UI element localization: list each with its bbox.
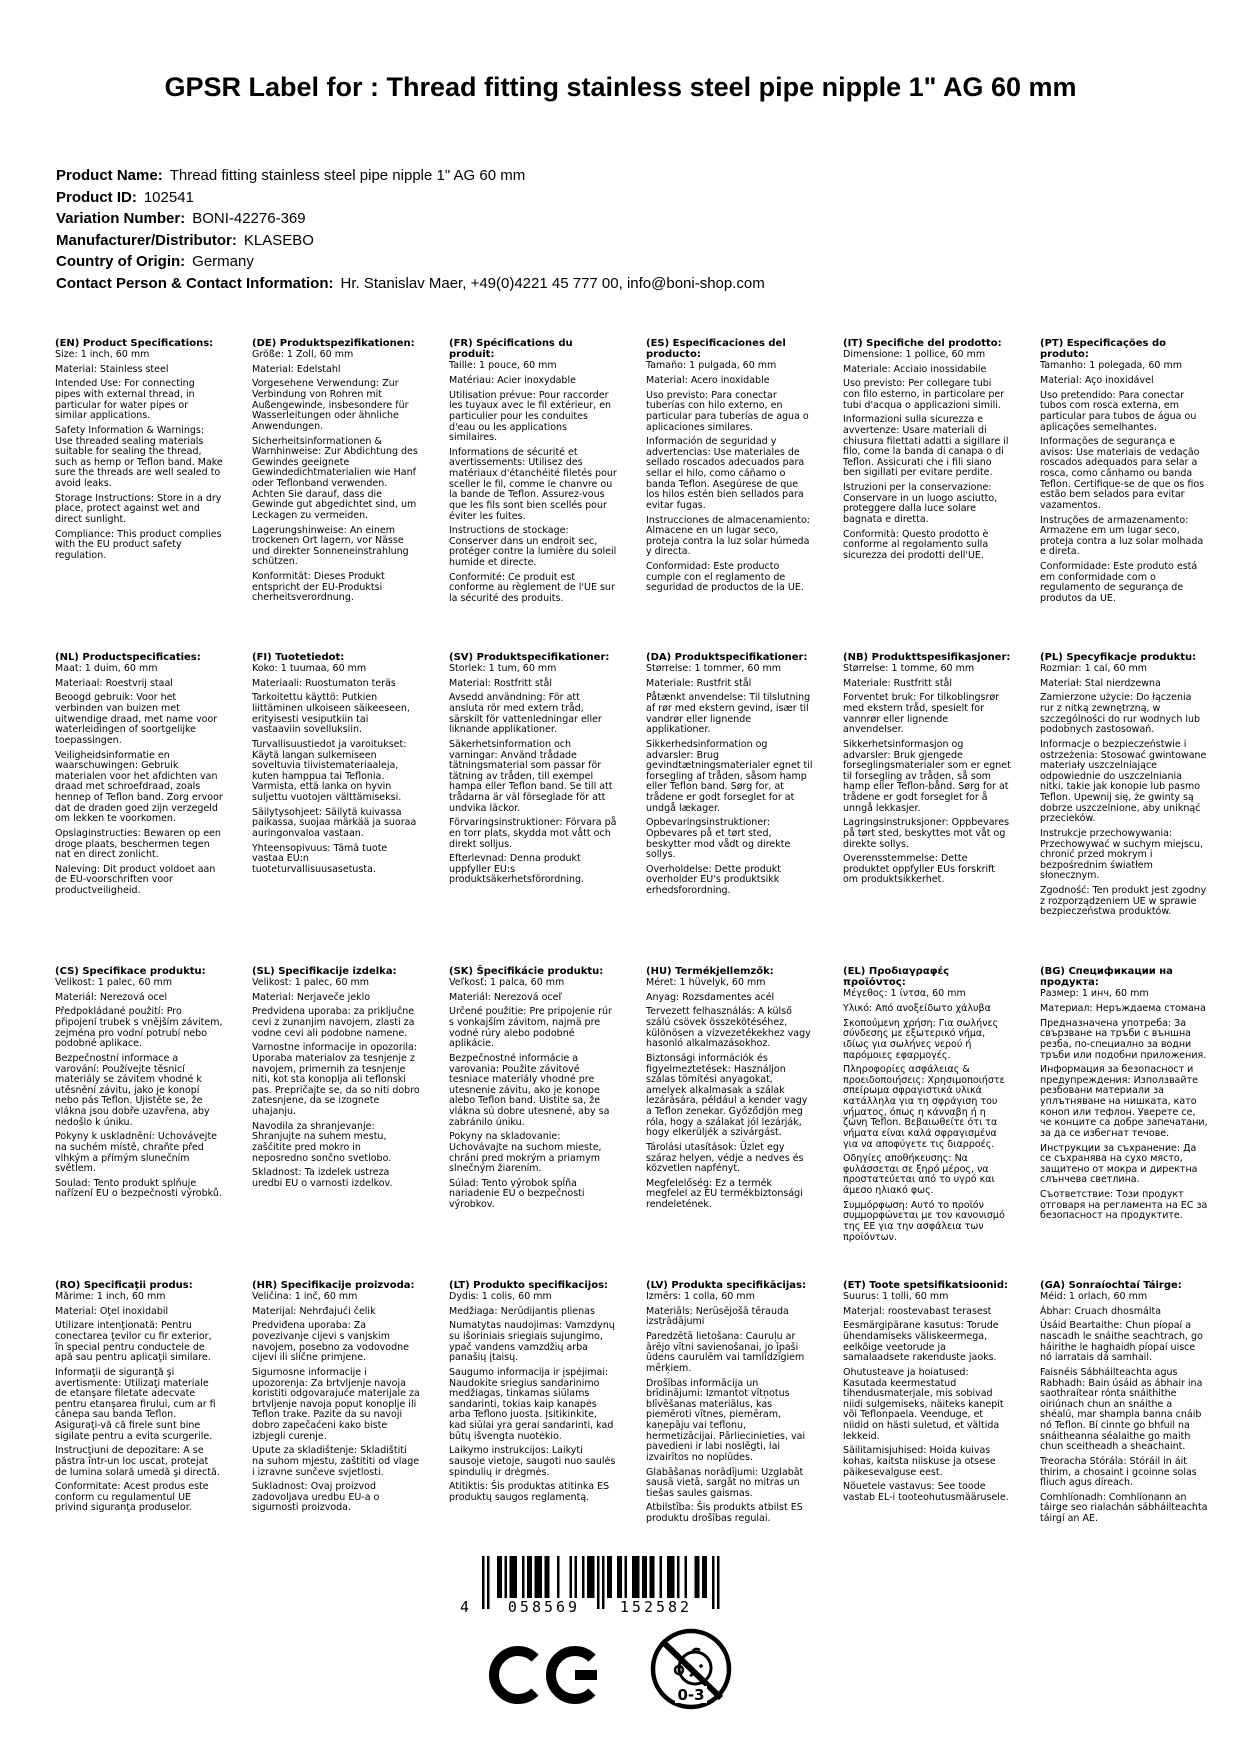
spec-paragraph: Nõuetele vastavus: See toode vastab EL-i tooteohutusmäärusele. xyxy=(843,1481,1009,1503)
spec-paragraph: Pokyny k uskladnění: Uchovávejte na suchém místě, chraňte před vlhkým a přímým slunečním světlem. xyxy=(55,1131,218,1175)
spec-sk xyxy=(449,966,617,1280)
manufacturer-row xyxy=(56,230,1201,252)
spec-paragraph: Anyag: Rozsdamentes acél xyxy=(646,991,775,1003)
spec-paragraph: Ohutusteave ja hoiatused: Kasutada keermestatud tihendusmaterjale, mis sobivad niidi sulgemiseks, näiteks kanepit või Teflonpaela. Veenduge, et niidid on hästi suletud, et vältida lekkeid. xyxy=(843,1366,1004,1442)
spec-paragraph: Οδηγίες αποθήκευσης: Να φυλάσσεται σε ξηρό μέρος, να προστατεύεται από το υγρό και άμεσο ηλιακό φως. xyxy=(843,1153,995,1196)
spec-paragraph: Tamaño: 1 pulgada, 60 mm xyxy=(646,360,777,372)
spec-paragraph: Informaţii de siguranţă şi avertismente: Utilizaţi materiale de etanşare filetate adecvate pentru etanşarea firului, cum ar fi cânepa sau banda Teflon. Asiguraţi-vă că firele sunt bine sigilate pentru a evita scurgerile. xyxy=(55,1366,216,1442)
spec-paragraph: Tarkoitettu käyttö: Putkien liittäminen ulkoiseen säikeeseen, erityisesti vesiputkiin tai vastaaviin sovelluksiin. xyxy=(252,692,410,736)
contact-row xyxy=(56,273,1201,295)
spec-fi xyxy=(252,652,420,966)
spec-paragraph: Súlad: Tento výrobok spĺňa nariadenie EÚ o bezpečnosti výrobkov. xyxy=(449,1177,585,1211)
spec-paragraph: Storage Instructions: Store in a dry place, protect against wet and direct sunlight. xyxy=(55,492,222,525)
spec-paragraph: Pokyny na skladovanie: Uchovávajte na suchom mieste, chráni pred mokrým a priamym slnečným žiarením. xyxy=(449,1131,602,1175)
spec-paragraph: Rozmiar: 1 cal, 60 mm xyxy=(1040,663,1148,675)
spec-paragraph: Předpokládané použití: Pro připojení trubek s vnějším závitem, zejména pro vodní potrubí nebo podobné aplikace. xyxy=(55,1006,223,1050)
spec-paragraph: Zgodność: Ten produkt jest zgodny z rozporządzeniem UE w sprawie bezpieczeństwa produktów. xyxy=(1040,885,1207,918)
field-value: 102541 xyxy=(143,188,194,206)
page-title: GPSR Label for : Thread fitting stainless steel pipe nipple 1" AG 60 mm xyxy=(164,72,1077,103)
spec-paragraph: Veľkosť: 1 palca, 60 mm xyxy=(449,977,565,989)
spec-paragraph: Materiale: Acciaio inossidabile xyxy=(843,363,987,375)
spec-ro xyxy=(55,1280,223,1594)
country-of-origin-row xyxy=(56,251,1201,273)
spec-paragraph: Sukladnost: Ovaj proizvod zadovoljava uredbu EU-a o sigurnosti proizvoda. xyxy=(252,1481,380,1514)
spec-header: (IT) Specifiche del prodotto: xyxy=(843,338,1002,349)
spec-paragraph: Lagerungshinweise: An einem trockenen Ort lagern, vor Nässe und direkter Sonneneinstrahlung schützen. xyxy=(252,524,409,568)
spec-header: (DE) Produktspezifikationen: xyxy=(252,338,415,349)
spec-paragraph: Atitiktis: Šis produktas atitinka ES produktų saugos reglamentą. xyxy=(449,1481,610,1503)
spec-paragraph: Conformità: Questo prodotto è conforme al regolamento sulla sicurezza dei prodotti dell'UE. xyxy=(843,528,989,561)
spec-paragraph: Informacje o bezpieczeństwie i ostrzeżenia: Stosować gwintowane materiały uszczelniające odpowiednie do uszczelniania nitki, takie jak konopie lub pasmo Teflon. Upewnij się, że gwinty są dobrze uszczelnione, aby uniknąć przecieków. xyxy=(1040,738,1207,825)
spec-paragraph: Biztonsági információk és figyelmeztetések: Használjon szálas tömítési anyagokat, amelyek alkalmasak a szálak lezárására, például a kender vagy a Teflon zenekar. Győződjön meg róla, hogy a szálakat jól lezárják, hogy elkerüljék a szivárgást. xyxy=(646,1052,808,1139)
spec-paragraph: Comhlíonadh: Comhlíonann an táirge seo rialachán sábháilteachta táirgí an AE. xyxy=(1040,1491,1208,1525)
spec-paragraph: Uso previsto: Para conectar tuberías con hilo externo, en particular para tuberías de agua o aplicaciones similares. xyxy=(646,389,809,433)
spec-paragraph: Instrucţiuni de depozitare: A se păstra într-un loc uscat, protejat de lumina solară umedă şi directă. xyxy=(55,1445,220,1478)
spec-paragraph: Material: Acero inoxidable xyxy=(646,375,770,386)
variation-number-row xyxy=(56,208,1201,230)
spec-header: (FR) Spécifications du produit: xyxy=(449,338,573,361)
spec-pl xyxy=(1040,652,1208,966)
spec-header: (BG) Спецификации на продукта: xyxy=(1040,966,1173,989)
spec-paragraph: Veiligheidsinformatie en waarschuwingen: Gebruik materialen voor het afdichten van draad met schroefdraad, zoals hennep of Teflon band. Zorg ervoor dat de draden goed zijn verzegeld om lekken te voorkomen. xyxy=(55,749,223,825)
spec-paragraph: Størrelse: 1 tommer, 60 mm xyxy=(646,663,782,675)
field-value: BONI-42276-369 xyxy=(192,210,306,227)
spec-paragraph: Numatytas naudojimas: Vamzdynų su išoriniais sriegiais sujungimo, ypač vandens vamzdžių arba panašių įtaisų. xyxy=(449,1320,615,1364)
spec-en xyxy=(55,338,223,652)
spec-paragraph: Инструкции за съхранение: Да се съхранява на сухо място, защитено от мокра и директна слънчева светлина. xyxy=(1040,1142,1198,1186)
spec-paragraph: Eesmärgipärane kasutus: Torude ühendamiseks väliskeermega, eelkõige veetorude ja samalaadsete rakenduste jaoks. xyxy=(843,1320,999,1364)
spec-paragraph: Méid: 1 orlach, 60 mm xyxy=(1040,1291,1148,1303)
spec-paragraph: Konformität: Dieses Produkt entspricht der EU-Produktsi cherheitsverordnung. xyxy=(252,571,385,604)
spec-paragraph: Materiāls: Nerūsējošā tērauda izstrādājumi xyxy=(646,1305,789,1328)
spec-paragraph: Påtænkt anvendelse: Til tilslutning af rør med ekstern gevind, især til vandrør eller lignende applikationer. xyxy=(646,692,811,736)
spec-paragraph: Určené použitie: Pre pripojenie rúr s vonkajším závitom, najmä pre vodné rúry alebo podobné aplikácie. xyxy=(449,1006,612,1050)
field-value: Thread fitting stainless steel pipe nipple 1" AG 60 mm xyxy=(169,167,526,184)
spec-header: (EN) Product Specifications: xyxy=(55,338,214,349)
spec-paragraph: Sigurnosne informacije i upozorenja: Za brtvljenje navoja koristiti odgovarajuće materijale za brtvljenje navoja poput konoplje ili Teflon trake. Pazite da su navoji dobro zapečaćeni kako biste izbjegli curenje. xyxy=(252,1366,420,1442)
spec-paragraph: Vorgesehene Verwendung: Zur Verbindung von Rohren mit Außengewinde, insbesondere für Wasserleitungen oder ähnliche Anwendungen. xyxy=(252,378,409,432)
spec-paragraph: Säkerhetsinformation och varningar: Använd trådade tätningsmaterial som passar för tätning av tråden, till exempel hampa eller Teflon band. Se till att trådarna är väl förseglade för att undvika läckor. xyxy=(449,738,613,814)
spec-paragraph: Materiale: Rustfritt stål xyxy=(843,677,953,689)
spec-paragraph: Conformitate: Acest produs este conform cu regulamentul UE privind siguranţa produselor. xyxy=(55,1481,209,1514)
specifications-grid xyxy=(55,338,1208,1594)
spec-paragraph: Συμμόρφωση: Αυτό το προϊόν συμμορφώνεται με τον κανονισμό της ΕΕ για την ασφάλεια των προϊόντων. xyxy=(843,1199,1005,1243)
spec-sl xyxy=(252,966,420,1280)
spec-nb xyxy=(843,652,1011,966)
age-warning-label: 0-3 xyxy=(677,1686,705,1704)
field-label: Variation Number: xyxy=(56,210,186,227)
spec-paragraph: Intended Use: For connecting pipes with external thread, in particular for water pipes or similar applications. xyxy=(55,378,195,422)
spec-it xyxy=(843,338,1011,652)
spec-header: (PT) Especificações do produto: xyxy=(1040,338,1166,361)
spec-paragraph: Zamierzone użycie: Do łączenia rur z nitką zewnętrzną, w szczególności do rur wodnych lub podobnych zastosowań. xyxy=(1040,692,1201,736)
spec-paragraph: Uso pretendido: Para conectar tubos com rosca externa, em particular para tubos de água ou aplicações semelhantes. xyxy=(1040,389,1197,433)
spec-paragraph: Conformité: Ce produit est conforme au règlement de l'UE sur la sécurité des produits. xyxy=(449,571,615,604)
spec-paragraph: Naleving: Dit product voldoet aan de EU-voorschriften voor productveiligheid. xyxy=(55,863,216,897)
spec-paragraph: Materjal: roostevabast terasest xyxy=(843,1305,992,1317)
spec-paragraph: Size: 1 inch, 60 mm xyxy=(55,349,150,361)
field-label: Manufacturer/Distributor: xyxy=(56,231,237,249)
spec-paragraph: Förvaringsinstruktioner: Förvara på en torr plats, skydda mot vått och direkt solljus. xyxy=(449,817,617,850)
spec-paragraph: Yhteensopivuus: Tämä tuote vastaa EU:n tuoteturvallisuusasetusta. xyxy=(252,842,388,875)
spec-paragraph: Dimensione: 1 pollice, 60 mm xyxy=(843,349,986,361)
spec-paragraph: Größe: 1 Zoll, 60 mm xyxy=(252,349,354,361)
spec-header: (SK) Špecifikácie produktu: xyxy=(449,966,604,977)
ean13-barcode xyxy=(460,1556,720,1631)
field-value: KLASEBO xyxy=(243,231,314,249)
spec-paragraph: Matériau: Acier inoxydable xyxy=(449,375,576,386)
spec-paragraph: Turvallisuustiedot ja varoitukset: Käytä langan sulkemiseen soveltuvia tiivistemateriaaleja, kuten hamppua tai Teflonia. Varmista, että lanka on hyvin suljettu vuotojen välttämiseksi. xyxy=(252,738,407,804)
spec-paragraph: Megfelelőség: Ez a termék megfelel az EU termékbiztonsági rendeletének. xyxy=(646,1177,803,1211)
product-id-row xyxy=(56,187,1201,209)
spec-paragraph: Atbilstība: Šis produkts atbilst ES produktu drošības regulai. xyxy=(646,1502,803,1525)
spec-el xyxy=(843,966,1011,1280)
spec-paragraph: Utilisation prévue: Pour raccorder les tuyaux avec le fil extérieur, en particulier pour les conduites d'eau ou les applications similaires. xyxy=(449,389,612,444)
spec-header: (FI) Tuotetiedot: xyxy=(252,652,345,663)
ce-mark-icon xyxy=(487,1642,605,1712)
spec-paragraph: Bezpečnostní informace a varování: Používejte těsnicí materiály se závitem vhodné k utěsnění závitu, jako je konopí nebo pás Teflon. Ujistěte se, že vlákna jsou dobře uzavřena, aby nedošlo k úniku. xyxy=(55,1052,210,1128)
spec-paragraph: Medžiaga: Nerūdijantis plienas xyxy=(449,1305,595,1317)
spec-paragraph: Μέγεθος: 1 ίντσα, 60 mm xyxy=(843,988,966,1000)
field-value: Hr. Stanislav Maer, +49(0)4221 45 777 00, info@boni-shop.com xyxy=(340,274,765,292)
spec-pt xyxy=(1040,338,1208,652)
spec-paragraph: Sikkerhetsinformasjon og advarsler: Bruk gjengede forseglingsmaterialer som er egnet til forsegling av tråden, så som hamp eller Teflon-bånd. Sørg for at trådene er godt forseglet for å unngå lekkasjer. xyxy=(843,738,1011,814)
product-info xyxy=(56,165,1201,294)
spec-paragraph: Úsáid Beartaithe: Chun píopaí a nascadh le snáithe seachtrach, go háirithe le haghaidh píopaí uisce nó iarratais dá samhail. xyxy=(1040,1320,1203,1364)
spec-header: (SV) Produktspecifikationer: xyxy=(449,652,610,663)
spec-header: (NL) Productspecificaties: xyxy=(55,652,201,663)
spec-header: (ES) Especificaciones del producto: xyxy=(646,338,786,361)
spec-header: (GA) Sonraíochtaí Táirge: xyxy=(1040,1280,1182,1291)
spec-paragraph: Istruzioni per la conservazione: Conservare in un luogo asciutto, proteggere dalla luce solare bagnata e diretta. xyxy=(843,482,998,525)
spec-paragraph: Información de seguridad y advertencias: Use materiales de sellado roscados adecuados para sellar el hilo, como cáñamo o banda Teflon. Asegúrese de que los hilos estén bien sellados para evitar fugas. xyxy=(646,436,805,511)
spec-paragraph: Materiał: Stal nierdzewna xyxy=(1040,677,1161,689)
spec-paragraph: Laikymo instrukcijos: Laikyti sausoje vietoje, saugoti nuo saulės spindulių ir drėgmės. xyxy=(449,1445,616,1478)
spec-paragraph: Avsedd användning: För att ansluta rör med extern tråd, särskilt för vattenledningar eller liknande applikationer. xyxy=(449,692,602,736)
spec-paragraph: Informations de sécurité et avertissements: Utilisez des matériaux d'étanchéité filetés pour sceller le fil, comme le chanvre ou la bande de Teflon. Assurez-vous que les fils sont bien scellés pour éviter les fuites. xyxy=(449,446,617,522)
spec-paragraph: Materiaali: Ruostumaton teräs xyxy=(252,677,396,689)
spec-paragraph: Säilytysohjeet: Säilytä kuivassa paikassa, suojaa märkää ja suoraa auringonvaloa vastaan. xyxy=(252,806,417,839)
spec-paragraph: Informações de segurança e avisos: Use materiais de vedação roscados adequados para selar a rosca, como cânhamo ou banda Teflon. Certifique-se de que os fios estão bem selados para evitar vazamentos. xyxy=(1040,436,1205,511)
spec-paragraph: Sicherheitsinformationen & Warnhinweise: Zur Abdichtung des Gewindes geeignete Gewindedichtmaterialien wie Hanf oder Teflonband verwenden. Achten Sie darauf, dass die Gewinde gut abgedichtet sind, um Leckagen zu vermeiden. xyxy=(252,435,418,521)
spec-paragraph: Overensstemmelse: Dette produktet oppfyller EUs forskrift om produktsikkerhet. xyxy=(843,853,996,886)
barcode-first-digit: 4 xyxy=(460,1598,473,1616)
spec-header: (CS) Specifikace produktu: xyxy=(55,966,206,977)
spec-paragraph: Lagringsinstruksjoner: Oppbevares på tørt sted, beskyttes mot våt og direkte sollys. xyxy=(843,817,1010,850)
spec-lt xyxy=(449,1280,617,1594)
spec-paragraph: Izmērs: 1 colla, 60 mm xyxy=(646,1291,755,1303)
spec-paragraph: Информация за безопасност и предупреждения: Използвайте резбовани материали за уплътняване на нишката, като коноп или тефлон. Уверете се, че конците са добре запечатани, за да се избегнат течове. xyxy=(1040,1064,1208,1139)
field-label: Contact Person & Contact Information: xyxy=(56,274,334,292)
spec-paragraph: Drošības informācija un brīdinājumi: Izmantot vītņotus blīvēšanas materiālus, kas piemēroti vītnes, piemēram, kaņepāju vai teflonu, hermetizācijai. Pārliecinieties, vai pavedieni ir labi noslēgti, lai izvairītos no noplūdes. xyxy=(646,1377,806,1463)
spec-hu xyxy=(646,966,814,1280)
spec-paragraph: Paredzētā lietošana: Cauruļu ar ārējo vītni savienošanai, jo īpaši ūdens caurulēm vai tamlīdzīgiem mērķiem. xyxy=(646,1331,805,1374)
spec-de xyxy=(252,338,420,652)
spec-paragraph: Πληροφορίες ασφάλειας & προειδοποιήσεις: Χρησιμοποιήστε σπείρωμα σφραγιστικά υλικά κατάλληλα για τη σφράγιση του νήματος, όπως η κάνναβη ή η ζώνη Teflon. Βεβαιωθείτε ότι τα νήματα είναι καλά σφραγισμένα για να αποφύγετε τις διαρροές. xyxy=(843,1064,1005,1150)
spec-paragraph: Tárolási utasítások: Üzlet egy száraz helyen, védje a nedves és közvetlen napfényt. xyxy=(646,1141,804,1175)
spec-paragraph: Instructions de stockage: Conserver dans un endroit sec, protéger contre la lumière du soleil humide et directe. xyxy=(449,525,617,568)
spec-header: (HU) Termékjellemzők: xyxy=(646,966,774,977)
spec-paragraph: Predvidena uporaba: za priključne cevi z zunanjim navojem, zlasti za vodne cevi ali podobne namene. xyxy=(252,1006,415,1039)
spec-paragraph: Maat: 1 duim, 60 mm xyxy=(55,663,158,675)
spec-paragraph: Overholdelse: Dette produkt overholder EU's produktsikk erhedsforordning. xyxy=(646,863,781,897)
spec-paragraph: Materijal: Nehrđajući čelik xyxy=(252,1305,376,1317)
spec-paragraph: Tamanho: 1 polegada, 60 mm xyxy=(1040,360,1182,372)
spec-paragraph: Σκοπούμενη χρήση: Για σωλήνες σύνδεσης με εξωτερικό νήμα, ιδίως για σωλήνες νερού ή παρόμοιες εφαρμογές. xyxy=(843,1017,999,1061)
spec-nl xyxy=(55,652,223,966)
spec-paragraph: Материал: Неръждаема стомана xyxy=(1040,1003,1206,1014)
spec-paragraph: Размер: 1 инч, 60 mm xyxy=(1040,988,1149,1000)
spec-header: (ET) Toote spetsifikatsioonid: xyxy=(843,1280,1009,1291)
spec-paragraph: Υλικό: Από ανοξείδωτο χάλυβα xyxy=(843,1003,991,1014)
spec-paragraph: Materiál: Nerezová oceľ xyxy=(449,991,563,1003)
spec-paragraph: Treoracha Stórála: Stóráil in áit thirim, a chosaint i gcoinne solas fliuch agus díreach. xyxy=(1040,1455,1197,1489)
spec-paragraph: Forventet bruk: For tilkoblingsrør med ekstern tråd, spesielt for vannrør eller lignende anvendelser. xyxy=(843,692,1000,736)
spec-paragraph: Material: Edelstahl xyxy=(252,363,341,375)
spec-paragraph: Méret: 1 hüvelyk, 60 mm xyxy=(646,977,766,989)
spec-header: (HR) Specifikacije proizvoda: xyxy=(252,1280,415,1291)
spec-paragraph: Materiaal: Roestvrij staal xyxy=(55,677,173,689)
barcode-right-group: 152582 xyxy=(606,1598,706,1616)
spec-paragraph: Suurus: 1 tolli, 60 mm xyxy=(843,1291,949,1303)
spec-paragraph: Instruções de armazenamento: Armazene em um lugar seco, proteja contra a luz solar molhada e direta. xyxy=(1040,514,1204,558)
spec-paragraph: Informazioni sulla sicurezza e avvertenze: Usare materiali di chiusura filettati adatti a sigillare il filo, come la banda di canapa o di Teflon. Assicurati che i fili siano ben sigillati per evitare perdite. xyxy=(843,414,1009,479)
spec-paragraph: Material: Oţel inoxidabil xyxy=(55,1305,169,1317)
spec-paragraph: Conformidade: Este produto está em conformidade com o regulamento de segurança de produtos da UE. xyxy=(1040,561,1198,604)
spec-paragraph: Material: Aço inoxidável xyxy=(1040,375,1154,386)
spec-paragraph: Varnostne informacije in opozorila: Uporaba materialov za tesnjenje z navojem, primernih za tesnjenje niti, kot sta konoplja ali teflonski pas. Prepričajte se, da so niti dobro zatesnjene, da se izognete uhajanju. xyxy=(252,1042,420,1118)
spec-paragraph: Storlek: 1 tum, 60 mm xyxy=(449,663,557,675)
spec-paragraph: Soulad: Tento produkt splňuje nařízení EU o bezpečnosti výrobků. xyxy=(55,1177,222,1200)
spec-paragraph: Faisnéis Sábháilteachta agus Rabhadh: Bain úsáid as ábhair ina saothraítear rónta snáithithe oiriúnach chun an snáithe a shéalú, mar shampla banna cnáib nó Teflon. Bí cinnte go bhfuil na snáitheanna séalaithe go maith chun sceitheadh a sheachaint. xyxy=(1040,1366,1203,1453)
spec-paragraph: Safety Information & Warnings: Use threaded sealing materials suitable for sealing the thread, such as hemp or Teflon band. Make sure the threads are well sealed to avoid leaks. xyxy=(55,424,223,490)
spec-paragraph: Veličina: 1 inč, 60 mm xyxy=(252,1291,358,1303)
spec-paragraph: Velikost: 1 palec, 60 mm xyxy=(252,977,370,989)
spec-paragraph: Taille: 1 pouce, 60 mm xyxy=(449,360,557,372)
spec-fr xyxy=(449,338,617,652)
spec-header: (SL) Specifikacije izdelka: xyxy=(252,966,397,977)
spec-cs xyxy=(55,966,223,1280)
spec-paragraph: Skladnost: Ta izdelek ustreza uredbi EU o varnosti izdelkov. xyxy=(252,1167,393,1189)
spec-paragraph: Instrucciones de almacenamiento: Almacene en un lugar seco, proteja contra la luz solar húmeda y directa. xyxy=(646,514,810,558)
spec-es xyxy=(646,338,814,652)
spec-paragraph: Dydis: 1 colis, 60 mm xyxy=(449,1291,552,1303)
spec-paragraph: Съответствие: Този продукт отговаря на регламента на ЕС за безопасност на продуктите. xyxy=(1040,1189,1208,1222)
product-name-row xyxy=(56,165,1201,187)
spec-paragraph: Bezpečnostné informácie a varovania: Použite závitové tesniace materiály vhodné pre utesnenie závitu, ako je konope alebo Teflon band. Uistite sa, že vlákna sú dobre utesnené, aby sa zabránilo úniku. xyxy=(449,1052,610,1128)
spec-paragraph: Velikost: 1 palec, 60 mm xyxy=(55,977,173,989)
spec-paragraph: Materiale: Rustfrit stål xyxy=(646,677,752,689)
spec-paragraph: Koko: 1 tuumaa, 60 mm xyxy=(252,663,367,675)
spec-paragraph: Instrukcje przechowywania: Przechowywać w suchym miejscu, chronić przed mokrym i bezpośrednim światłem słonecznym. xyxy=(1040,827,1204,882)
spec-ga xyxy=(1040,1280,1208,1594)
spec-lv xyxy=(646,1280,814,1594)
spec-bg xyxy=(1040,966,1208,1280)
spec-header: (EL) Προδιαγραφές προϊόντος: xyxy=(843,966,950,989)
field-label: Country of Origin: xyxy=(56,253,186,270)
spec-header: (DA) Produktspecifikationer: xyxy=(646,652,808,663)
spec-paragraph: Material: Stainless steel xyxy=(55,363,169,375)
spec-paragraph: Conformidad: Este producto cumple con el reglamento de seguridad de productos de la UE. xyxy=(646,561,804,594)
spec-paragraph: Glabāšanas norādījumi: Uzglabāt sausā vietā, sargāt no mitras un tiešas saules gaismas. xyxy=(646,1466,804,1499)
spec-paragraph: Sikkerhedsinformation og advarsler: Brug gevindtætningsmaterialer egnet til forsegling af tråden, såsom hamp eller Teflon band. Sørg for, at trådene er godt forseglet for at undgå lækager. xyxy=(646,738,813,814)
spec-paragraph: Materiál: Nerezová ocel xyxy=(55,991,168,1003)
spec-paragraph: Opslaginstructies: Bewaren op een droge plaats, beschermen tegen nat en direct zonlicht. xyxy=(55,827,221,861)
spec-paragraph: Material: Nerjaveče jeklo xyxy=(252,991,371,1003)
field-label: Product Name: xyxy=(56,167,163,184)
spec-paragraph: Opbevaringsinstruktioner: Opbevares på et tørt sted, beskytter mod vådt og direkte sollys. xyxy=(646,817,791,861)
spec-paragraph: Størrelse: 1 tomme, 60 mm xyxy=(843,663,975,675)
spec-header: (LT) Produkto specifikacijos: xyxy=(449,1280,609,1291)
spec-hr xyxy=(252,1280,420,1594)
spec-paragraph: Navodila za shranjevanje: Shranjujte na suhem mestu, zaščitite pred mokro in neposredno sončno svetlobo. xyxy=(252,1120,392,1164)
spec-paragraph: Beoogd gebruik: Voor het verbinden van buizen met uitwendige draad, met name voor waterleidingen of soortgelijke toepassingen. xyxy=(55,692,218,746)
spec-paragraph: Tervezett felhasználás: A külső szálú csövek összekötéséhez, különösen a vízvezetékekhez vagy hasonló alkalmazásokhoz. xyxy=(646,1006,811,1050)
field-label: Product ID: xyxy=(56,188,137,206)
spec-header: (PL) Specyfikacje produktu: xyxy=(1040,652,1197,663)
spec-da xyxy=(646,652,814,966)
spec-et xyxy=(843,1280,1011,1594)
barcode-left-group: 058569 xyxy=(494,1598,594,1616)
spec-paragraph: Säilitamisjuhised: Hoida kuivas kohas, kaitsta niiskuse ja otsese päikesevalguse eest. xyxy=(843,1445,996,1478)
spec-paragraph: Uso previsto: Per collegare tubi con filo esterno, in particolare per tubi d'acqua o applicazioni simili. xyxy=(843,378,1005,411)
spec-paragraph: Predviđena uporaba: Za povezivanje cijevi s vanjskim navojem, posebno za vodovodne cijevi ili slične primjene. xyxy=(252,1320,410,1364)
age-warning-0-3-icon xyxy=(648,1626,734,1716)
spec-header: (RO) Specificaţii produs: xyxy=(55,1280,193,1291)
spec-paragraph: Upute za skladištenje: Skladištiti na suhom mjestu, zaštititi od vlage i izravne sunčeve svjetlosti. xyxy=(252,1445,420,1478)
spec-header: (NB) Produkttspesifikasjoner: xyxy=(843,652,1011,663)
spec-paragraph: Saugumo informacija ir įspėjimai: Naudokite sriegius sandarinimo medžiagas, tinkamas siūlams sandarinti, tokias kaip kanapės arba Teflono juosta. Įsitikinkite, kad siūlai yra gerai sandarinti, kad būtų išvengta nuotėkio. xyxy=(449,1366,614,1442)
spec-paragraph: Compliance: This product complies with the EU product safety regulation. xyxy=(55,528,222,561)
spec-paragraph: Ábhar: Cruach dhosmálta xyxy=(1040,1305,1162,1317)
spec-sv xyxy=(449,652,617,966)
spec-paragraph: Material: Rostfritt stål xyxy=(449,677,552,689)
field-value: Germany xyxy=(192,253,254,270)
spec-paragraph: Utilizare intenţionată: Pentru conectarea ţevilor cu fir exterior, în special pentru conductele de apă sau pentru aplicaţii similare. xyxy=(55,1320,212,1364)
spec-header: (LV) Produkta specifikācijas: xyxy=(646,1280,806,1291)
spec-paragraph: Mărime: 1 inch, 60 mm xyxy=(55,1291,166,1303)
spec-paragraph: Efterlevnad: Denna produkt uppfyller EU:s produktsäkerhetsförordning. xyxy=(449,853,585,886)
spec-paragraph: Предназначена употреба: За свързване на тръби с външна резба, по-специално за водни тръби или подобни приложения. xyxy=(1040,1017,1207,1061)
